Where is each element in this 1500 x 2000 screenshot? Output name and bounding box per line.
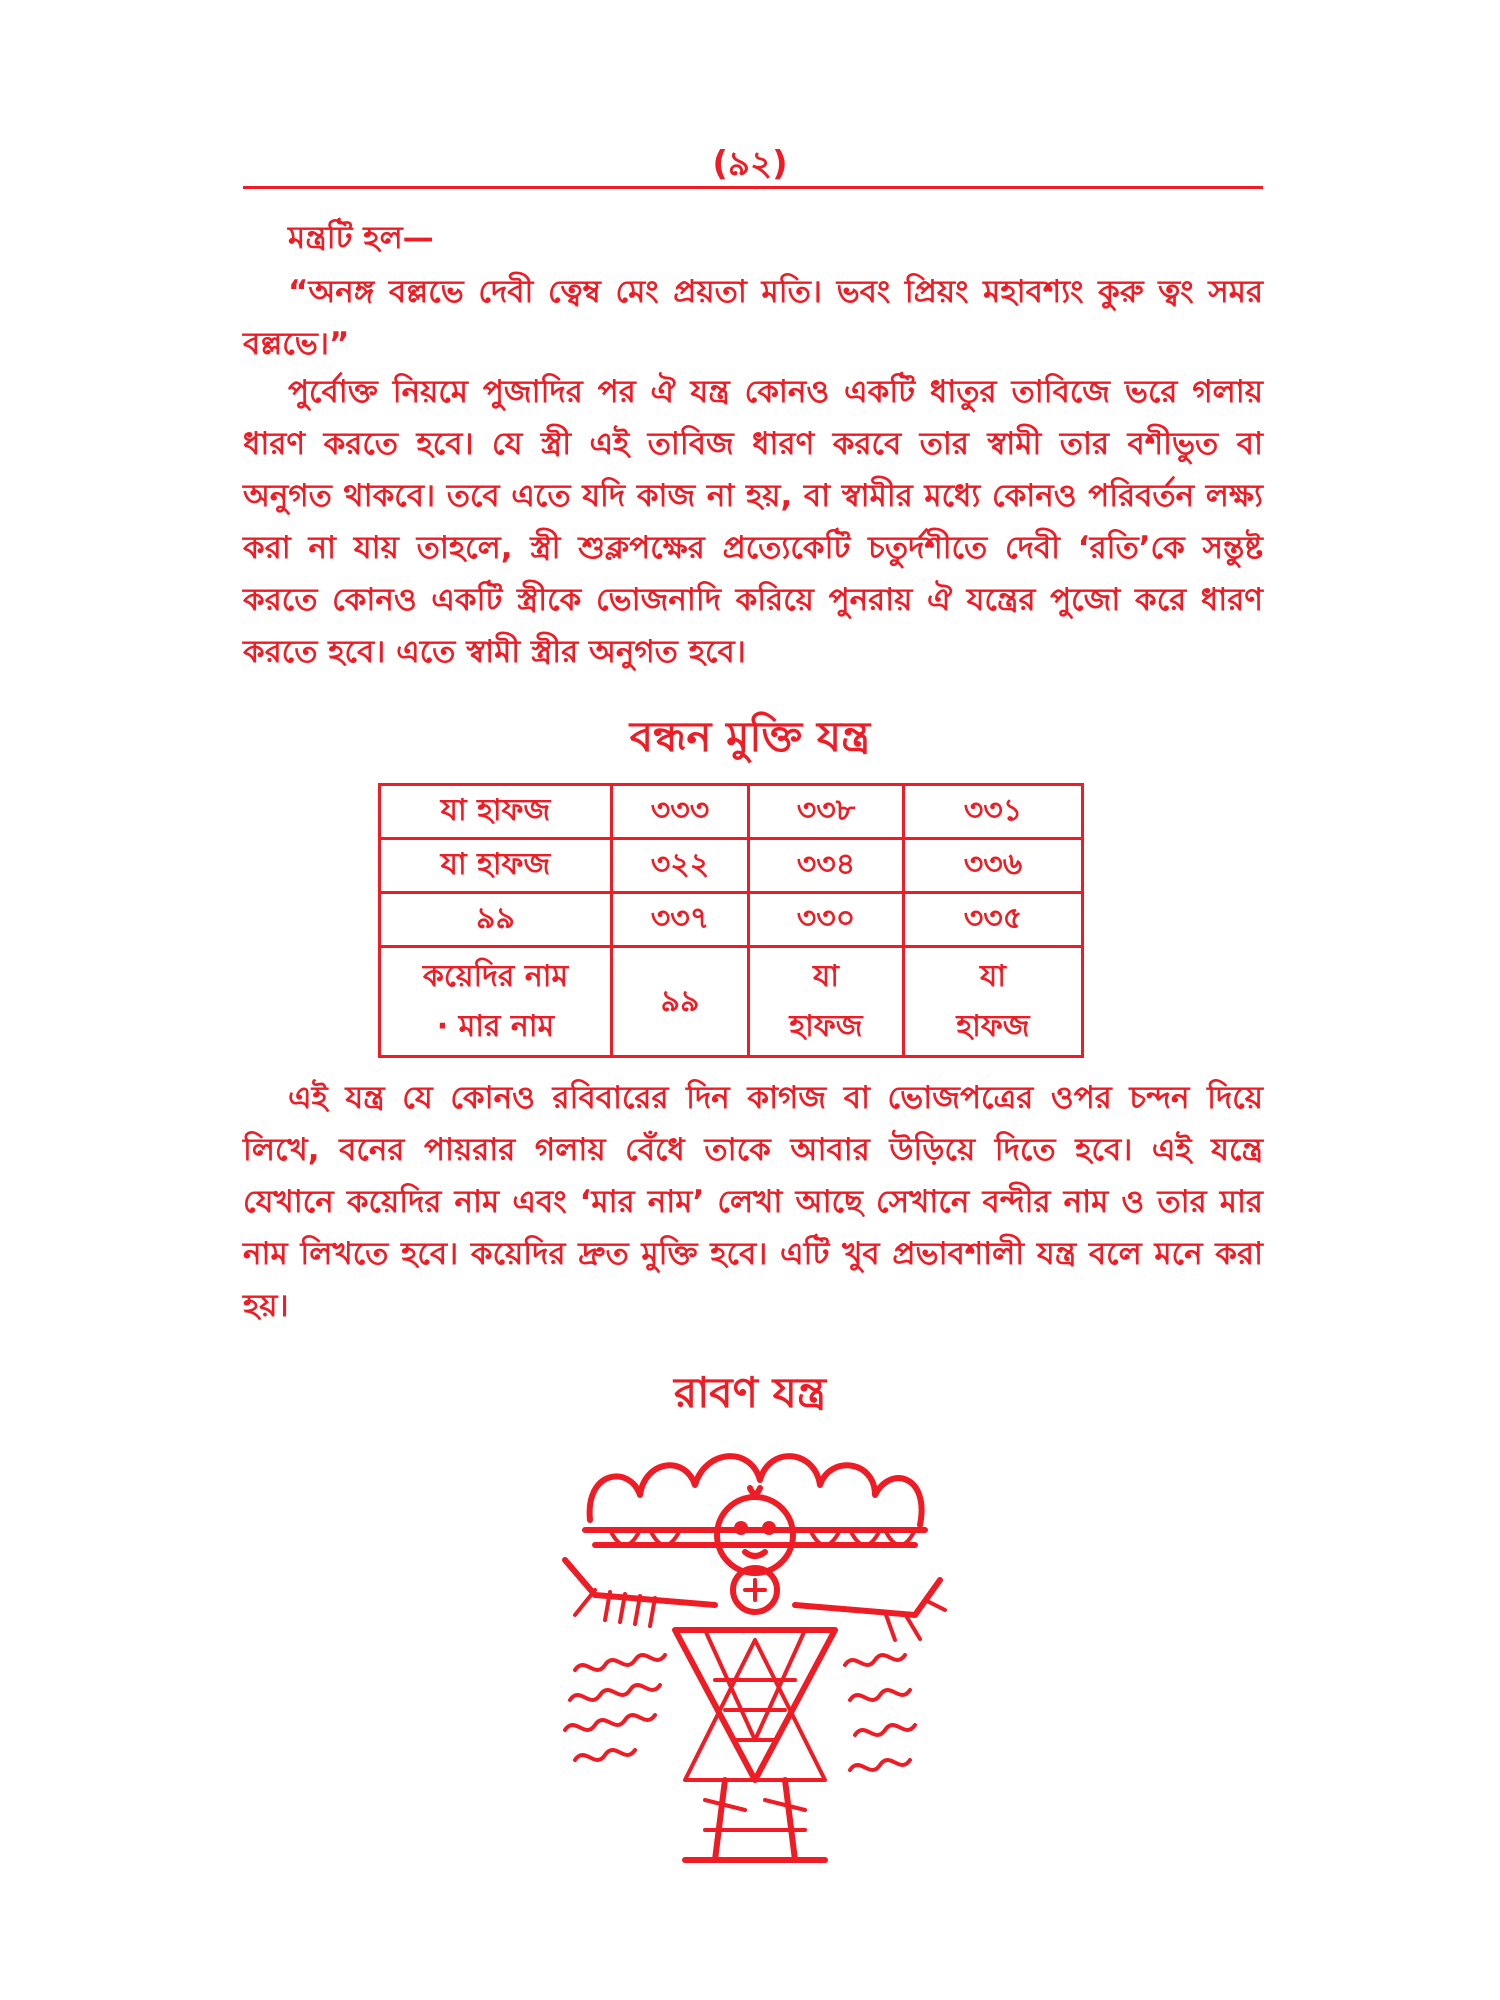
mantra-label: মন্ত্রটি হল— — [288, 220, 434, 256]
table-cell: ৩৩৫ — [904, 893, 1083, 947]
bandhan-mukti-paragraph: এই যন্ত্র যে কোনও রবিবারের দিন কাগজ বা ভোজপত্রের ওপর চন্দন দিয়ে লিখে, বনের পায়রার গলায় বেঁধে তাকে আবার উড়িয়ে দিতে হবে। এই যন্ত্রে যেখানে কয়েদির নাম এবং ‘মার নাম’ লেখা আছে সেখানে বন্দীর নাম ও তার মার নাম লিখতে হবে। কয়েদির দ্রুত মুক্তি হবে। এটি খুব প্রভাবশালী যন্ত্র বলে মনে করা হয়। — [243, 1080, 1263, 1324]
table-cell: ৯৯ — [380, 893, 612, 947]
header-rule — [243, 186, 1263, 189]
table-cell: ৩৩৪ — [749, 839, 904, 893]
table-cell: যা হাফজ — [749, 947, 904, 1057]
table-row — [380, 893, 1083, 947]
table-cell: ৩৩৭ — [612, 893, 749, 947]
table-cell: ৩২২ — [612, 839, 749, 893]
table-cell: যা হাফজ — [904, 947, 1083, 1057]
table-cell: যা হাফজ — [380, 785, 612, 839]
section-heading-bandhan-mukti: বন্ধন মুক্তি যন্ত্র — [629, 712, 871, 761]
intro-paragraph: পুর্বোক্ত নিয়মে পুজাদির পর ঐ যন্ত্র কোনও একটি ধাতুর তাবিজে ভরে গলায় ধারণ করতে হবে। যে স্ত্রী এই তাবিজ ধারণ করবে তার স্বামী তার বশীভুত বা অনুগত থাকবে। তবে এতে যদি কাজ না হয়, বা স্বামীর মধ্যে কোনও পরিবর্তন লক্ষ্য করা না যায় তাহলে, স্ত্রী শুক্লপক্ষের প্রত্যেকেটি চতুর্দশীতে দেবী ‘রতি’কে সন্তুষ্ট করতে কোনও একটি স্ত্রীকে ভোজনাদি করিয়ে পুনরায় ঐ যন্ত্রের পুজো করে ধারণ করতে হবে। এতে স্বামী স্ত্রীর অনুগত হবে। — [243, 374, 1263, 670]
bandhan-mukti-yantra-table — [378, 783, 1084, 1058]
table-row — [380, 785, 1083, 839]
crown-heads — [585, 1456, 925, 1545]
table-cell: কয়েদির নাম · মার নাম — [380, 947, 612, 1057]
body-triangles — [675, 1630, 835, 1780]
ravana-yantra-illustration — [555, 1440, 955, 1880]
table-cell: ৯৯ — [612, 947, 749, 1057]
table-cell: ৩৩৮ — [749, 785, 904, 839]
table-cell: ৩৩০ — [749, 893, 904, 947]
table-cell: যা হাফজ — [380, 839, 612, 893]
table-cell: ৩৩৩ — [612, 785, 749, 839]
page-number: (৯২) — [712, 144, 788, 184]
table-cell: ৩৩১ — [904, 785, 1083, 839]
legs — [685, 1780, 825, 1860]
mantra-text: “অনঙ্গ বল্লভে দেবী ত্বেম্ব মেং প্রয়তা মতি। ভবং প্রিয়ং মহাবশ্যং কুরু ত্বং সমর বল্লভে।” — [243, 274, 1263, 362]
section-heading-ravana: রাবণ যন্ত্র — [673, 1368, 827, 1417]
table-row — [380, 839, 1083, 893]
table-row — [380, 947, 1083, 1057]
central-face — [717, 1488, 793, 1612]
table-cell: ৩৩৬ — [904, 839, 1083, 893]
